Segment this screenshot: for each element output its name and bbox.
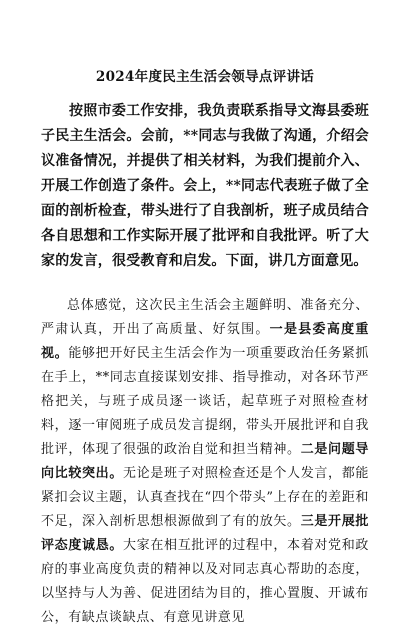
point-1-heading: 一是县委高度重视。 [41,322,369,361]
point-2-heading: 二是问题导向比较突出。 [41,442,369,481]
summary-intro: 总体感觉，这次民主生活会主题鲜明、准备充分、严肃认真，开出了高质量、好氛围。 [41,298,369,337]
point-3-heading: 三是开展批评态度诚恳。 [41,514,369,553]
point-2-text: 无论是班子对照检查还是个人发言，都能紧扣会议主题，认真查找在“四个带头”上存在的差距和不足，深入剖析思想根源做到了有的放矢。 [41,466,369,529]
point-3-text: 大家在相互批评的过程中，本着对党和政府的事业高度负责的精神以及对同志真心帮助的态度，以坚持与人为善、促进团结为目的，推心置腹、开诚布公，有缺点谈缺点、有意见讲意见 [41,538,369,625]
document-title: 2024年度民主生活会领导点评讲话 [95,69,315,85]
opening-paragraph: 按照市委工作安排，我负责联系指导文海县委班子民主生活会。会前，**同志与我做了沟通，介绍会议准备情况，并提供了相关材料，为我们提前介入、开展工作创造了条件。会上，**同志代表班子做了全面的剖析检查，带头进行了自我剖析，班子成员结合各自思想和工作实际开展了批评和自我批评。听了大家的发言，很受教育和启发。下面，讲几方面意见。 [41,103,369,269]
point-1-text: 能够把开好民主生活会作为一项重要政治任务紧抓在手上，**同志直接谋划安排、指导推动，对各环节严格把关，与班子成员逐一谈话，起草班子对照检查材料，逐一审阅班子成员发言提纲，带头开展批评和自我批评，体现了很强的政治自觉和担当精神。 [41,346,369,457]
